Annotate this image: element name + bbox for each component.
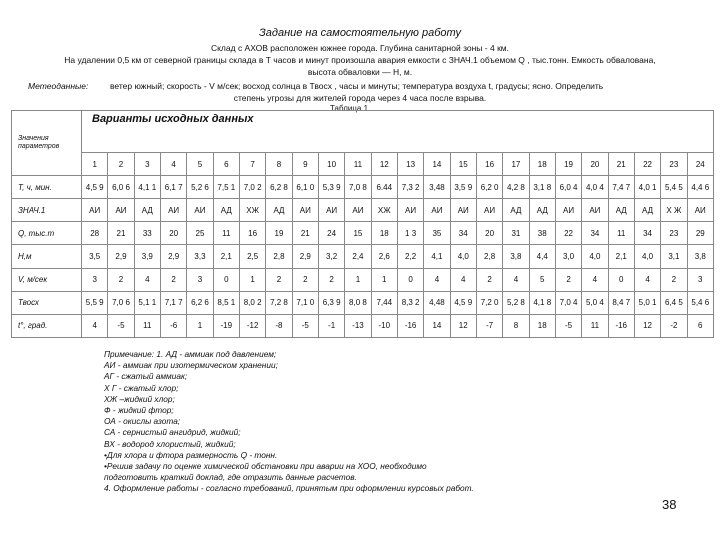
table-cell: АИ [318, 199, 344, 222]
table-cell: 11 [582, 314, 608, 337]
row-label: Т, ч, мин. [12, 176, 82, 199]
table-row [12, 291, 714, 314]
variants-table [11, 110, 714, 338]
table-cell: 4,2 8 [503, 176, 529, 199]
table-cell: 7,4 7 [608, 176, 634, 199]
table-cell: 0 [608, 268, 634, 291]
table-cell: 2 [661, 268, 687, 291]
page-number: 38 [662, 497, 677, 512]
table-cell: 2,4 [345, 245, 371, 268]
notes-block [104, 349, 644, 495]
table-cell: 5,1 1 [134, 291, 160, 314]
table-cell: АИ [82, 199, 108, 222]
table-cell: 18 [371, 222, 397, 245]
table-cell: 4,1 1 [134, 176, 160, 199]
table-cell: 8,0 8 [345, 291, 371, 314]
table-cell: 21 [108, 222, 134, 245]
table-cell: 31 [503, 222, 529, 245]
table-row [12, 176, 714, 199]
variant-number: 4 [160, 153, 186, 176]
table-cell: 8,4 7 [608, 291, 634, 314]
table-cell: 6,1 0 [292, 176, 318, 199]
table-cell: АИ [476, 199, 502, 222]
table-cell: 19 [266, 222, 292, 245]
note-line: 4. Оформление работы - согласно требований, принятым при оформлении курсовых работ. [104, 483, 474, 494]
condition-line-3: высота обваловки — Н, м. [307, 67, 413, 77]
table-cell: 22 [555, 222, 581, 245]
table-cell: 4 [134, 268, 160, 291]
table-cell: АИ [160, 199, 186, 222]
variant-number: 10 [318, 153, 344, 176]
table-cell: 38 [529, 222, 555, 245]
table-cell: 4 [582, 268, 608, 291]
row-label: V, м/сек [12, 268, 82, 291]
table-cell: 6,0 6 [108, 176, 134, 199]
table-cell: 34 [450, 222, 476, 245]
variants-header: Варианты исходных данных [82, 111, 714, 153]
row-label: Q, тыс.т [12, 222, 82, 245]
table-cell: 5,4 6 [687, 291, 713, 314]
table-cell: -16 [608, 314, 634, 337]
table-cell: 8,3 2 [397, 291, 423, 314]
note-line: Примечание: 1. АД - аммиак под давлением; [104, 349, 277, 359]
table-cell: 4,5 9 [450, 291, 476, 314]
table-cell: 15 [345, 222, 371, 245]
table-cell: АИ [582, 199, 608, 222]
table-cell: 4,1 [424, 245, 450, 268]
row-label: t°, град. [12, 314, 82, 337]
table-cell: 2 [476, 268, 502, 291]
table-cell: 28 [82, 222, 108, 245]
table-cell: 18 [529, 314, 555, 337]
table-cell: ХЖ [239, 199, 265, 222]
table-cell: 2 [292, 268, 318, 291]
table-cell: 2,6 [371, 245, 397, 268]
table-cell: -5 [108, 314, 134, 337]
table-cell: 3 [187, 268, 213, 291]
table-cell: 4,5 9 [82, 176, 108, 199]
variant-number: 17 [503, 153, 529, 176]
table-cell: Х Ж [661, 199, 687, 222]
table-cell: 2 [266, 268, 292, 291]
table-cell: -13 [345, 314, 371, 337]
table-cell: АИ [424, 199, 450, 222]
table-caption: Таблица 1 [330, 104, 369, 113]
table-cell: 25 [187, 222, 213, 245]
table-cell: 6,2 0 [476, 176, 502, 199]
table-cell: 14 [424, 314, 450, 337]
table-cell: 4,4 6 [687, 176, 713, 199]
table-cell: 5 [529, 268, 555, 291]
variant-number: 11 [345, 153, 371, 176]
table-cell: 29 [687, 222, 713, 245]
table-cell: 2,8 [266, 245, 292, 268]
table-cell: 11 [134, 314, 160, 337]
table-cell: 4 [82, 314, 108, 337]
table-cell: 11 [213, 222, 239, 245]
row-label: Твосх [12, 291, 82, 314]
table-cell: 5,0 4 [582, 291, 608, 314]
table-cell: АИ [555, 199, 581, 222]
table-cell: 3 [82, 268, 108, 291]
table-cell: 6,4 5 [661, 291, 687, 314]
variant-number: 7 [239, 153, 265, 176]
table-cell: 4,0 [634, 245, 660, 268]
table-cell: 7,0 2 [239, 176, 265, 199]
variant-number: 5 [187, 153, 213, 176]
table-cell: 3,3 [187, 245, 213, 268]
variant-number: 9 [292, 153, 318, 176]
variant-number: 16 [476, 153, 502, 176]
table-cell: 5,0 1 [634, 291, 660, 314]
table-cell: 4,48 [424, 291, 450, 314]
table-cell: -10 [371, 314, 397, 337]
table-cell: 3,1 [661, 245, 687, 268]
note-line: подготовить краткий доклад, где отразить данные расчетов. [104, 472, 357, 483]
corner-label: Значения параметров [12, 111, 82, 176]
table-cell: 0 [213, 268, 239, 291]
table-cell: 3,1 8 [529, 176, 555, 199]
table-cell: -19 [213, 314, 239, 337]
table-cell: АД [134, 199, 160, 222]
table-cell: 12 [450, 314, 476, 337]
table-cell: АИ [687, 199, 713, 222]
meteo-text-2: степень угрозы для жителей города через 4 часа после взрыва. [233, 93, 487, 103]
table-cell: 8,0 2 [239, 291, 265, 314]
table-cell: 12 [634, 314, 660, 337]
meteo-label: Метеоданные: [28, 81, 89, 91]
table-row [12, 199, 714, 222]
variant-number: 21 [608, 153, 634, 176]
table-row [12, 314, 714, 337]
table-cell: 3,2 [318, 245, 344, 268]
table-cell: 5,2 8 [503, 291, 529, 314]
table-cell: -16 [397, 314, 423, 337]
condition-line-1: Склад с АХОВ расположен южнее города. Глубина санитарной зоны - 4 км. [210, 43, 509, 53]
table-cell: 7,1 7 [160, 291, 186, 314]
table-cell: 34 [634, 222, 660, 245]
table-row [12, 268, 714, 291]
variant-number: 24 [687, 153, 713, 176]
variant-number: 13 [397, 153, 423, 176]
table-cell: АД [213, 199, 239, 222]
variant-number: 2 [108, 153, 134, 176]
table-cell: 5,5 9 [82, 291, 108, 314]
table-cell: 0 [397, 268, 423, 291]
variant-number: 6 [213, 153, 239, 176]
variant-number: 15 [450, 153, 476, 176]
table-cell: 2,8 [476, 245, 502, 268]
table-cell: 4 [424, 268, 450, 291]
variant-number: 23 [661, 153, 687, 176]
table-cell: 16 [239, 222, 265, 245]
table-cell: 2,1 [608, 245, 634, 268]
table-cell: 7,44 [371, 291, 397, 314]
table-cell: 6 [687, 314, 713, 337]
variant-number: 8 [266, 153, 292, 176]
table-cell: 7,0 8 [345, 176, 371, 199]
table-cell: 6,0 4 [555, 176, 581, 199]
table-cell: 3,48 [424, 176, 450, 199]
note-line: •Для хлора и фтора размерность Q - тонн. [104, 449, 278, 460]
table-cell: 4,4 [529, 245, 555, 268]
note-line: ОА - окислы азота; [104, 416, 181, 427]
variant-number: 20 [582, 153, 608, 176]
table-cell: 4,0 4 [582, 176, 608, 199]
table-cell: 11 [608, 222, 634, 245]
table-cell: 20 [476, 222, 502, 245]
table-cell: 24 [318, 222, 344, 245]
note-line: АГ - сжатый аммиак; [104, 371, 188, 382]
table-cell: АД [266, 199, 292, 222]
table-cell: 4,0 [450, 245, 476, 268]
table-cell: 3,5 [82, 245, 108, 268]
note-line: ХЖ –жидкий хлор; [104, 393, 175, 404]
table-cell: 2,1 [213, 245, 239, 268]
table-cell: 2,2 [397, 245, 423, 268]
table-cell: 7,2 0 [476, 291, 502, 314]
table-cell: 2 [108, 268, 134, 291]
table-cell: 35 [424, 222, 450, 245]
note-line: •Решив задачу по оценке химической обстановки при аварии на ХОО, необходимо [104, 461, 427, 472]
table-cell: 5,4 5 [661, 176, 687, 199]
table-cell: 4 [503, 268, 529, 291]
table-cell: -12 [239, 314, 265, 337]
table-cell: 2,9 [108, 245, 134, 268]
table-cell: 1 [187, 314, 213, 337]
table-cell: 3,0 [555, 245, 581, 268]
table-cell: АИ [292, 199, 318, 222]
table-cell: 4,0 1 [634, 176, 660, 199]
variant-number: 1 [82, 153, 108, 176]
table-cell: -5 [555, 314, 581, 337]
table-cell: 2,5 [239, 245, 265, 268]
table-cell: АД [634, 199, 660, 222]
table-cell: АИ [397, 199, 423, 222]
table-cell: -5 [292, 314, 318, 337]
table-cell: АД [608, 199, 634, 222]
table-cell: 6,2 8 [266, 176, 292, 199]
table-cell: 3,5 9 [450, 176, 476, 199]
table-cell: 4 [634, 268, 660, 291]
variant-number: 18 [529, 153, 555, 176]
table-cell: АД [529, 199, 555, 222]
table-cell: 8,5 1 [213, 291, 239, 314]
row-label: Н,м [12, 245, 82, 268]
table-cell: 3,8 [687, 245, 713, 268]
table-cell: 34 [582, 222, 608, 245]
table-cell: -7 [476, 314, 502, 337]
table-cell: 6.44 [371, 176, 397, 199]
table-cell: АД [503, 199, 529, 222]
variant-number: 19 [555, 153, 581, 176]
table-cell: 7,3 2 [397, 176, 423, 199]
condition-line-2: На удалении 0,5 км от северной границы склада в Т часов и минут произошла авария емкости с ЗНАЧ.1 объемом Q , тыс.тонн. Емкость обвалована, [64, 55, 656, 65]
table-cell: 8 [503, 314, 529, 337]
note-line: ВХ - водород хлористый, жидкий; [104, 438, 236, 449]
table-cell: 7,1 0 [292, 291, 318, 314]
variant-number: 12 [371, 153, 397, 176]
table-cell: 33 [134, 222, 160, 245]
table-cell: 1 [371, 268, 397, 291]
table-cell: 20 [160, 222, 186, 245]
table-cell: 21 [292, 222, 318, 245]
table-cell: -1 [318, 314, 344, 337]
table-cell: 7,2 8 [266, 291, 292, 314]
row-label: ЗНАЧ.1 [12, 199, 82, 222]
table-cell: АИ [345, 199, 371, 222]
table-cell: 1 3 [397, 222, 423, 245]
table-cell: -6 [160, 314, 186, 337]
table-cell: 3,9 [134, 245, 160, 268]
variant-number-row [12, 153, 714, 176]
table-cell: 2,9 [292, 245, 318, 268]
table-cell: 6,3 9 [318, 291, 344, 314]
page-title: Задание на самостоятельную работу [259, 27, 461, 39]
variant-number: 22 [634, 153, 660, 176]
note-line: АИ - аммиак при изотермическом хранении; [104, 360, 278, 371]
table-cell: 7,0 4 [555, 291, 581, 314]
table-cell: 6,1 7 [160, 176, 186, 199]
note-line: СА - сернистый ангидрид, жидкий; [104, 427, 241, 438]
table-cell: АИ [187, 199, 213, 222]
table-row [12, 245, 714, 268]
table-cell: 2 [555, 268, 581, 291]
table-cell: 5,2 6 [187, 176, 213, 199]
table-cell: 5,3 9 [318, 176, 344, 199]
table-cell: -2 [661, 314, 687, 337]
note-line: Х Г - сжатый хлор; [104, 382, 179, 393]
table-cell: АИ [450, 199, 476, 222]
table-cell: 7,5 1 [213, 176, 239, 199]
table-cell: 3 [687, 268, 713, 291]
variant-number: 14 [424, 153, 450, 176]
table-cell: 4,0 [582, 245, 608, 268]
table-cell: 2 [318, 268, 344, 291]
table-cell: 2 [160, 268, 186, 291]
meteo-text: ветер южный; скорость - V м/сек; восход солнца в Твосх , часы и минуты; температура воздуха t, градусы; ясно. Определить [110, 81, 604, 91]
table-cell: АИ [108, 199, 134, 222]
table-cell: 6,2 6 [187, 291, 213, 314]
table-cell: 1 [239, 268, 265, 291]
table-cell: 1 [345, 268, 371, 291]
table-cell: 23 [661, 222, 687, 245]
table-row [12, 222, 714, 245]
table-cell: ХЖ [371, 199, 397, 222]
table-header-row [12, 111, 714, 153]
table-cell: 4 [450, 268, 476, 291]
table-cell: 7,0 6 [108, 291, 134, 314]
table-cell: 4,1 8 [529, 291, 555, 314]
note-line: Ф - жидкий фтор; [104, 405, 174, 416]
table-cell: -8 [266, 314, 292, 337]
table-cell: 3,8 [503, 245, 529, 268]
variant-number: 3 [134, 153, 160, 176]
table-cell: 2,9 [160, 245, 186, 268]
